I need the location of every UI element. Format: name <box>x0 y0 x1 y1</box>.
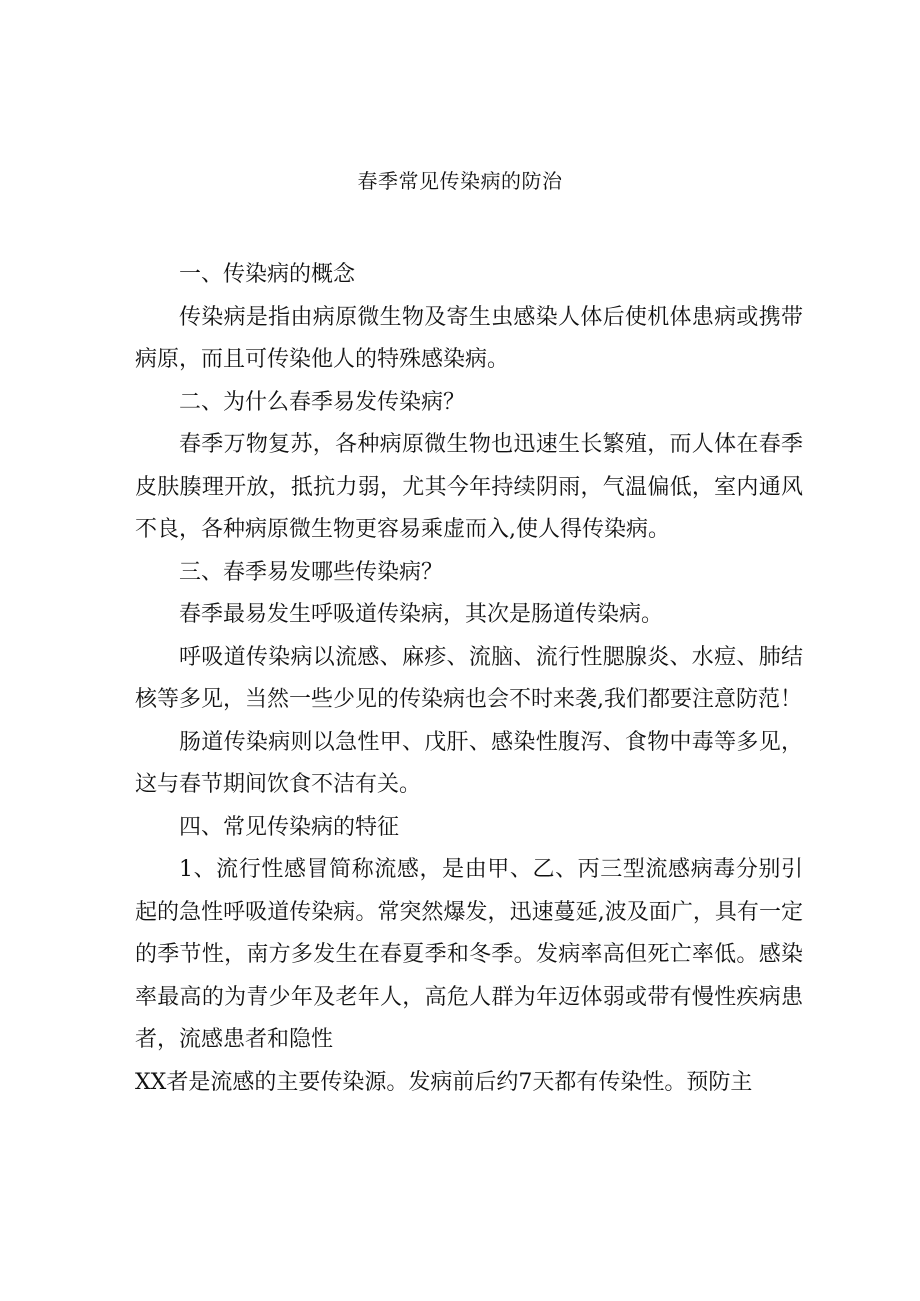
paragraph-which-diseases: 春季最易发生呼吸道传染病，其次是肠道传染病。 <box>179 602 664 627</box>
section-heading-which-diseases: 三、春季易发哪些传染病？ <box>179 559 444 585</box>
paragraph-intestinal-diseases: 肠道传染病则以急性甲、戊肝、感染性腹泻、食物中毒等多见，这与春节期间饮食不洁有关。 <box>135 729 803 797</box>
section-heading-why-spring: 二、为什么春季易发传染病？ <box>179 389 466 415</box>
section-heading-concept: 一、传染病的概念 <box>179 262 356 287</box>
document-title: 春季常见传染病的防治 <box>357 169 563 193</box>
section-heading-features: 四、常见传染病的特征 <box>179 814 400 840</box>
paragraph-concept: 传染病是指由病原微生物及寄生虫感染人体后使机体患病或携带病原，而且可传染他人的特殊感染病。 <box>135 304 803 372</box>
paragraph-influenza: 1、流行性感冒简称流感，是由甲、乙、丙三型流感病毒分别引起的急性呼吸道传染病。常突然爆发，迅速蔓延,波及面广，具有一定的季节性，南方多发生在春夏季和冬季。发病率高但死亡率低。感染率最高的为青少年及老年人，高危人群为年迈体弱或带有慢性疾病患者，流感患者和隐性 <box>135 857 803 1052</box>
document-body <box>135 254 803 1104</box>
paragraph-why-spring: 春季万物复苏，各种病原微生物也迅速生长繁殖，而人体在春季皮肤腠理开放，抵抗力弱，尤其今年持续阴雨，气温偏低，室内通风不良，各种病原微生物更容易乘虚而入,使人得传染病。 <box>135 432 803 542</box>
paragraph-influenza-continued: XX者是流感的主要传染源。发病前后约7天都有传染性。预防主 <box>135 1069 753 1095</box>
paragraph-respiratory-diseases: 呼吸道传染病以流感、麻疹、流脑、流行性腮腺炎、水痘、肺结核等多见，当然一些少见的传染病也会不时来袭,我们都要注意防范！ <box>135 644 803 712</box>
